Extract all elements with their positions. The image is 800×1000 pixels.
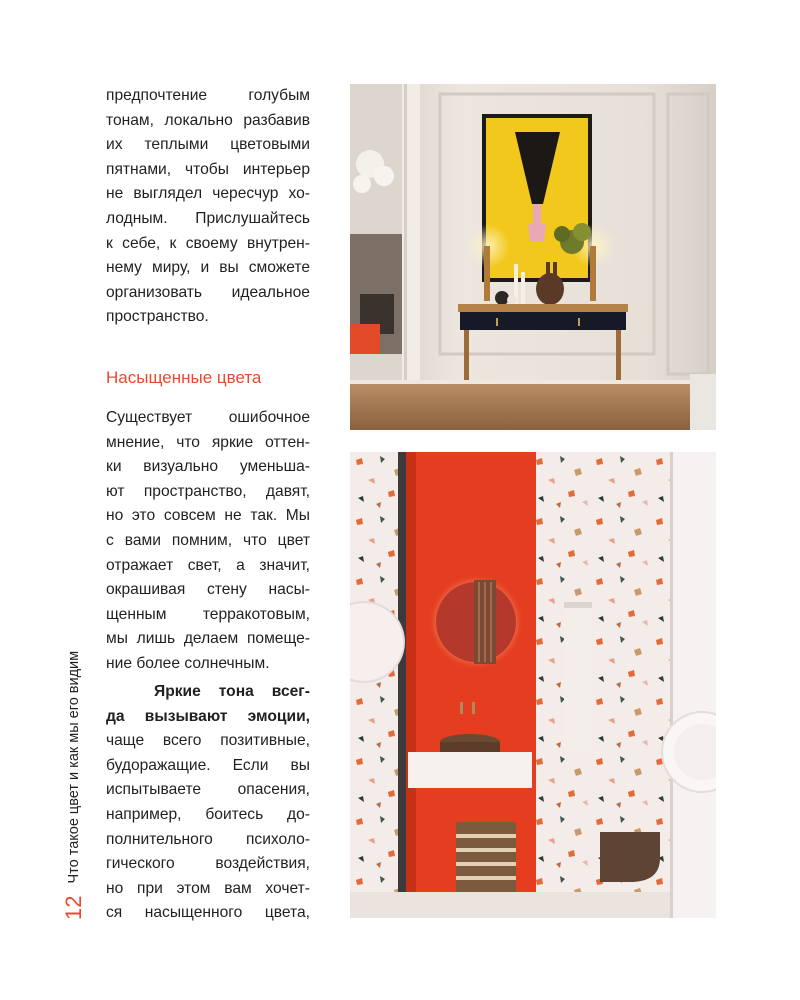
text-line: мы лишь делаем помеще- bbox=[106, 630, 310, 648]
text-line: Существует ошибочное bbox=[106, 409, 310, 426]
text-line: например, боитесь до- bbox=[106, 805, 310, 823]
text-line: их теплыми цветовыми bbox=[106, 136, 310, 154]
text-line: окрашивая стену насы- bbox=[106, 581, 310, 599]
section-heading: Насыщенные цвета bbox=[106, 368, 262, 387]
text-line: но это совсем не так. Мы bbox=[106, 507, 310, 525]
text-line: отражает свет, а значит, bbox=[106, 556, 310, 574]
bold-text: Яркие тона всег- bbox=[154, 683, 310, 700]
interior-photo-bathroom bbox=[350, 452, 716, 918]
bold-text: да вызывают эмоции, bbox=[106, 707, 310, 725]
text-line: щенным терракотовым, bbox=[106, 605, 310, 623]
console-illustration bbox=[350, 84, 716, 430]
text-line: чаще всего позитивные, bbox=[106, 732, 310, 750]
interior-photo-console bbox=[350, 84, 716, 430]
bold-text-line bbox=[106, 705, 310, 730]
text-line: полнительного психоло- bbox=[106, 830, 310, 848]
text-line: ки визуально уменьша- bbox=[106, 458, 310, 476]
bold-text-line bbox=[106, 680, 310, 705]
text-line: ся насыщенного цвета, bbox=[106, 904, 310, 922]
text-line: тонам, локально разбавив bbox=[106, 111, 310, 129]
text-line: нему миру, и вы сможете bbox=[106, 259, 310, 277]
text-line: не выглядел чересчур хо- bbox=[106, 185, 310, 203]
paragraph-2 bbox=[106, 406, 310, 677]
text-line: к себе, к своему внутрен- bbox=[106, 234, 310, 252]
text-line: мнение, что яркие оттен- bbox=[106, 433, 310, 451]
paragraph-3 bbox=[106, 680, 310, 926]
text-line: ют пространство, давят, bbox=[106, 482, 310, 500]
page-number: 12 bbox=[61, 895, 86, 920]
text-line: ние более солнечным. bbox=[106, 654, 270, 672]
text-line: но при этом вам хочет- bbox=[106, 879, 310, 897]
text-line: пространство. bbox=[106, 308, 209, 326]
text-line: организовать идеальное bbox=[106, 283, 310, 301]
text-line: пятнами, чтобы интерьер bbox=[106, 160, 310, 178]
running-header bbox=[54, 580, 94, 920]
bathroom-illustration bbox=[350, 452, 716, 918]
text-line: предпочтение голубым bbox=[106, 87, 310, 104]
paragraph-1 bbox=[106, 84, 310, 330]
text-line: гического воздействия, bbox=[106, 855, 310, 873]
text-line: будоражащие. Если вы bbox=[106, 756, 310, 774]
text-line: с вами помним, что цвет bbox=[106, 531, 310, 549]
text-line: испытываете опасения, bbox=[106, 781, 310, 799]
running-title: Что такое цвет и как мы его видим bbox=[66, 650, 82, 884]
text-line: лодным. Прислушайтесь bbox=[106, 209, 310, 227]
